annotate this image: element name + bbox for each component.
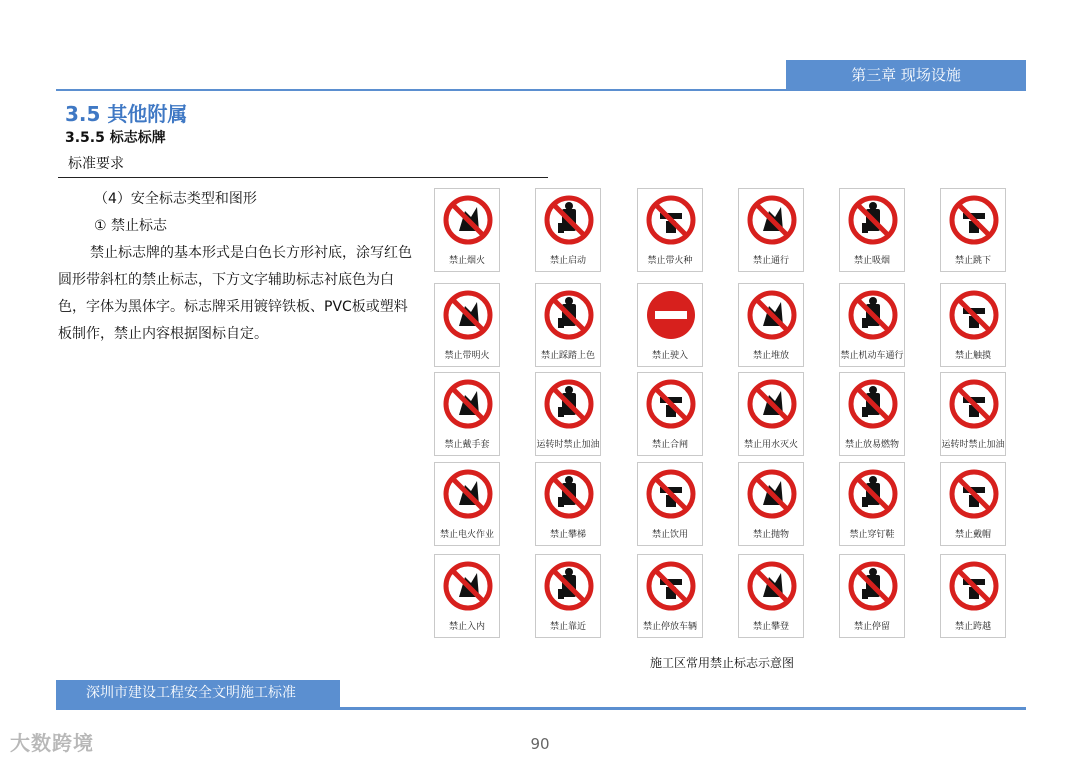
sign-label: 禁止跨越 — [954, 622, 991, 632]
sign-card — [738, 554, 804, 638]
sign-card — [839, 462, 905, 546]
no-stay-icon — [846, 559, 900, 613]
sign-card — [535, 462, 601, 546]
no-touch-icon — [947, 288, 1001, 342]
sign-label: 禁止带明火 — [444, 351, 490, 361]
sign-label: 禁止攀梯 — [549, 530, 586, 540]
sign-card — [535, 283, 601, 367]
sign-card — [535, 372, 601, 456]
sign-label: 禁止攀登 — [752, 622, 789, 632]
sign-label: 禁止放易燃物 — [844, 440, 899, 450]
no-spiked-shoes-icon — [846, 467, 900, 521]
sign-card — [940, 283, 1006, 367]
no-hat-icon — [947, 467, 1001, 521]
no-crossing-icon — [947, 559, 1001, 613]
sign-label: 禁止吸烟 — [853, 256, 890, 266]
footer-title: 深圳市建设工程安全文明施工标准 — [56, 680, 340, 707]
sign-card — [738, 188, 804, 272]
sign-label: 禁止带火种 — [647, 256, 693, 266]
sign-label: 禁止饮用 — [651, 530, 688, 540]
no-throwing-icon — [745, 467, 799, 521]
sign-card — [637, 188, 703, 272]
no-climbing-icon — [745, 559, 799, 613]
item-heading: （4）安全标志类型和图形 — [94, 191, 257, 207]
requirement-rule — [58, 177, 548, 178]
requirement-label: 标准要求 — [68, 156, 124, 172]
sign-label: 禁止入内 — [448, 622, 485, 632]
sign-card — [940, 462, 1006, 546]
sign-label: 禁止穿钉鞋 — [849, 530, 895, 540]
no-refuel-icon — [542, 377, 596, 431]
no-step-icon — [542, 288, 596, 342]
no-switch-icon — [644, 377, 698, 431]
subsection-title: 3.5.5 标志标牌 — [65, 130, 166, 146]
page-number: 90 — [530, 735, 550, 753]
sign-label: 禁止堆放 — [752, 351, 789, 361]
sign-label: 禁止戴帽 — [954, 530, 991, 540]
sign-label: 禁止停放车辆 — [642, 622, 697, 632]
no-start-icon — [542, 193, 596, 247]
sign-card — [434, 283, 500, 367]
sign-label: 禁止触摸 — [954, 351, 991, 361]
sign-card — [434, 372, 500, 456]
sign-card — [434, 554, 500, 638]
figure-caption: 施工区常用禁止标志示意图 — [650, 656, 795, 670]
no-vehicle-icon — [846, 288, 900, 342]
subitem-heading: ① 禁止标志 — [94, 218, 168, 234]
no-stacking-icon — [745, 288, 799, 342]
no-open-flame-icon — [441, 288, 495, 342]
sign-label: 禁止烟火 — [448, 256, 485, 266]
no-drinking-icon — [644, 467, 698, 521]
sign-card — [637, 554, 703, 638]
sign-card — [940, 554, 1006, 638]
sign-card — [637, 372, 703, 456]
sign-card — [940, 188, 1006, 272]
chapter-header: 第三章 现场设施 — [786, 60, 1026, 90]
sign-label: 禁止踩踏上色 — [540, 351, 595, 361]
sign-card — [839, 372, 905, 456]
sign-card — [738, 283, 804, 367]
sign-label: 禁止机动车通行 — [840, 351, 904, 361]
sign-card — [839, 283, 905, 367]
sign-label: 禁止启动 — [549, 256, 586, 266]
sign-card — [940, 372, 1006, 456]
sign-card — [434, 188, 500, 272]
sign-card — [738, 372, 804, 456]
no-jump-down-icon — [947, 193, 1001, 247]
no-smoking-icon — [846, 193, 900, 247]
no-passage-icon — [745, 193, 799, 247]
no-gloves-icon — [441, 377, 495, 431]
sign-label: 运转时禁止加油 — [941, 440, 1005, 450]
sign-card — [637, 283, 703, 367]
sign-label: 禁止停留 — [853, 622, 890, 632]
no-enter-icon — [441, 559, 495, 613]
no-lighter-icon — [644, 193, 698, 247]
sign-label: 运转时禁止加油 — [536, 440, 600, 450]
sign-card — [637, 462, 703, 546]
body-paragraph: 禁止标志牌的基本形式是白色长方形衬底，涂写红色圆形带斜杠的禁止标志，下方文字辅助标志衬底色为白色，字体为黑体字。标志牌采用镀锌铁板、PVC板或塑料板制作，禁止内容根据图标自定。 — [58, 245, 412, 342]
sign-label: 禁止跳下 — [954, 256, 991, 266]
section-title: 3.5 其他附属 — [65, 102, 188, 126]
sign-card — [738, 462, 804, 546]
watermark: 大数跨境 — [10, 731, 94, 755]
sign-label: 禁止电火作业 — [439, 530, 494, 540]
sign-label: 禁止抛物 — [752, 530, 789, 540]
sign-card — [839, 188, 905, 272]
no-approach-icon — [542, 559, 596, 613]
no-ladder-icon — [542, 467, 596, 521]
sign-label: 禁止靠近 — [549, 622, 586, 632]
no-operate-icon — [947, 377, 1001, 431]
no-fire-icon — [441, 193, 495, 247]
sign-label: 禁止合闸 — [651, 440, 688, 450]
sign-label: 禁止通行 — [752, 256, 789, 266]
no-flammable-icon — [846, 377, 900, 431]
sign-card — [535, 188, 601, 272]
body-text — [58, 186, 414, 348]
sign-card — [434, 462, 500, 546]
sign-label: 禁止用水灭火 — [743, 440, 798, 450]
footer-rule — [56, 707, 1026, 710]
sign-card — [535, 554, 601, 638]
sign-card — [839, 554, 905, 638]
sign-label: 禁止驶入 — [651, 351, 688, 361]
sign-grid — [430, 186, 1010, 644]
no-welding-icon — [441, 467, 495, 521]
no-water-icon — [745, 377, 799, 431]
no-entry-icon — [644, 288, 698, 342]
header-rule — [56, 89, 1026, 91]
no-parking-icon — [644, 559, 698, 613]
sign-label: 禁止戴手套 — [444, 440, 490, 450]
